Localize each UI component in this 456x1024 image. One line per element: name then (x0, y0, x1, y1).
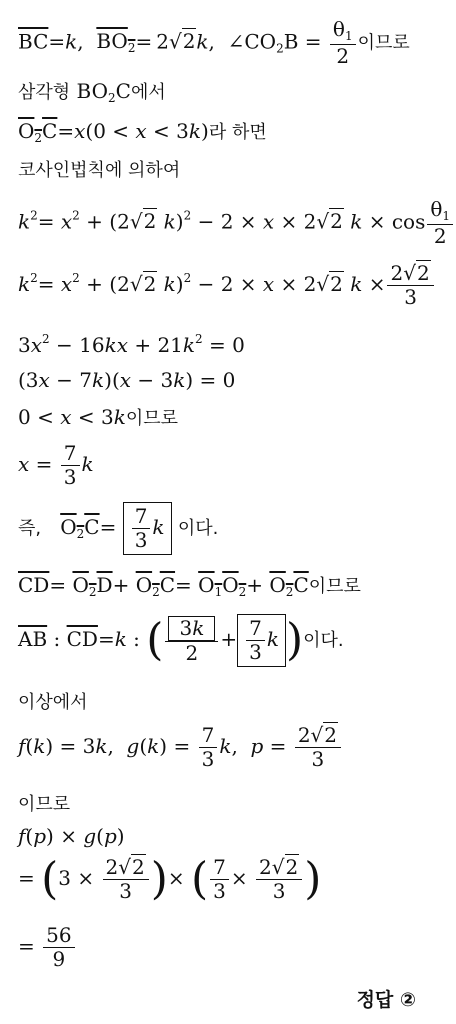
line-18: = (3 × $\frac{2√2}{3}$ )× ( $\frac{7}{3}$ × $\frac{2√2}{3}$ ) (18, 853, 322, 905)
line-16: 이므로 (18, 794, 71, 815)
line-13: $\overline{AB}$ : $\overline{CD}=k$ : ( $\frac{3k}{2}$ + $\frac{7}{3}$ k )이다. (18, 614, 344, 666)
line-17: f(p) × g(p) (18, 824, 125, 848)
final-answer: 정답 ② (356, 989, 416, 1011)
line-3: $O_2C=x(0 < x < 3k)$라 하면 (18, 119, 267, 145)
line-10: x = $\frac{7}{3}$ k (18, 441, 94, 489)
line-2: 삼각형 $BO_2C$에서 (18, 79, 166, 105)
line-4: 코사인법칙에 의하여 (18, 160, 181, 181)
answer-box-1: $\frac{7}{3}$ k (123, 502, 172, 555)
line-15: f(k) = 3k, g(k) = $\frac{7}{3}$ k, p = $\frac{2√2}{3}$ (18, 724, 343, 771)
line-11: 즉, $O_2C=$ $\frac{7}{3}$ k 이다. (18, 502, 218, 555)
line-6: $k^2= x^2 + (2√2$ k)$^2$ − 2 × x × 2√2 k × $\frac{2√2}{3}$ (18, 262, 436, 309)
line-9: 0 < x < 3k이므로 (18, 405, 178, 429)
line-5: $k^2= x^2 + (2√2$ k)$^2$ − 2 × x × 2√2 k × cos $\frac{\theta_1}{2}$ (18, 198, 455, 248)
line-14: 이상에서 (18, 692, 88, 713)
answer-box-2: $\frac{7}{3}$ k (237, 614, 286, 667)
line-12: $\overline{CD}= O_2D+ O_2C= O_1O_2+ O_2C$이므로 (18, 573, 361, 599)
line-8: (3x − 7k)(x − 3k) = 0 (18, 368, 236, 392)
line-1: $\overline{BC}=k$, $BO_2= 2√2k$, $\angle CO_2B$ = $\frac{\theta_1}{2}$ 이므로 (18, 17, 410, 68)
line-19: = $\frac{56}{9}$ (18, 924, 77, 971)
line-7: $3x^2 - 16kx + 21k^2 = 0$ (18, 332, 245, 357)
